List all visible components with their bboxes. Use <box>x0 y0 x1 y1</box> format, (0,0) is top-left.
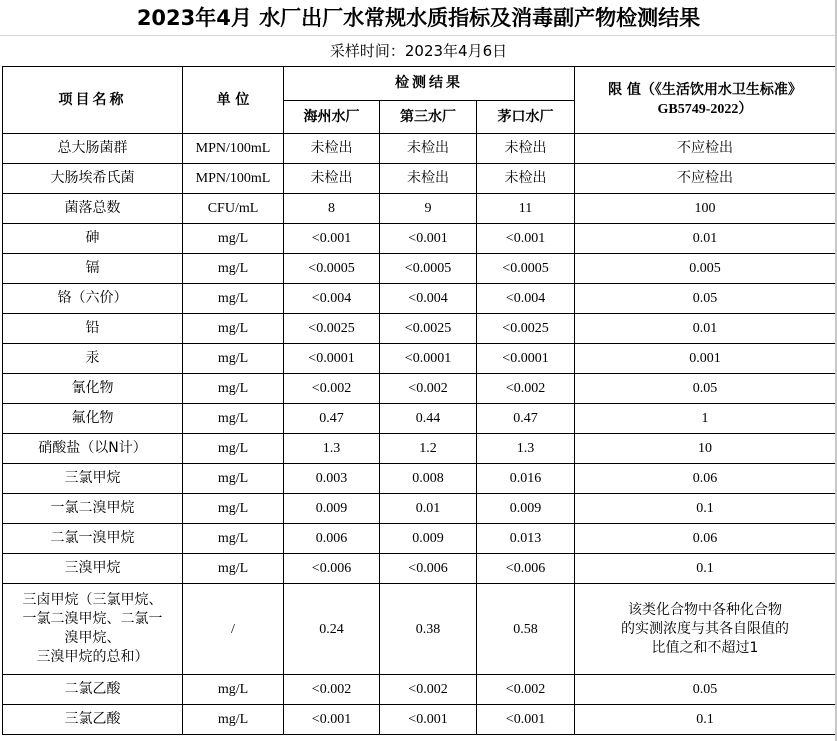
cell-item-name[interactable]: 镉 <box>3 254 183 284</box>
table-row <box>3 464 836 494</box>
header-row <box>3 67 836 101</box>
cell-item-name[interactable]: 铅 <box>3 314 183 344</box>
cell-limit[interactable]: 0.06 <box>575 464 836 494</box>
cell-maokou[interactable]: <0.001 <box>477 705 575 735</box>
cell-haizhou[interactable]: 0.003 <box>284 464 380 494</box>
cell-third[interactable]: <0.001 <box>380 705 477 735</box>
cell-third[interactable]: <0.002 <box>380 675 477 705</box>
table-row <box>3 554 836 584</box>
table-row <box>3 284 836 314</box>
header-unit[interactable]: 单 位 <box>183 67 284 134</box>
cell-third[interactable]: 9 <box>380 194 477 224</box>
cell-item-name[interactable]: 三氯乙酸 <box>3 705 183 735</box>
header-limit[interactable] <box>575 67 836 134</box>
cell-haizhou[interactable]: 1.3 <box>284 434 380 464</box>
cell-limit[interactable]: 0.001 <box>575 344 836 374</box>
table-row <box>3 434 836 464</box>
cell-limit[interactable]: 10 <box>575 434 836 464</box>
cell-unit[interactable]: mg/L <box>183 404 284 434</box>
cell-haizhou[interactable]: 8 <box>284 194 380 224</box>
cell-unit[interactable]: CFU/mL <box>183 194 284 224</box>
cell-unit[interactable]: mg/L <box>183 284 284 314</box>
cell-maokou[interactable]: 未检出 <box>477 164 575 194</box>
cell-haizhou[interactable]: <0.002 <box>284 374 380 404</box>
cell-maokou[interactable]: 0.47 <box>477 404 575 434</box>
header-plant-maokou[interactable]: 茅口水厂 <box>477 101 575 134</box>
table-row <box>3 134 836 164</box>
cell-unit[interactable]: mg/L <box>183 344 284 374</box>
cell-limit[interactable]: 0.06 <box>575 524 836 554</box>
cell-item-name[interactable]: 大肠埃希氏菌 <box>3 164 183 194</box>
cell-maokou[interactable]: <0.006 <box>477 554 575 584</box>
cell-maokou[interactable]: <0.002 <box>477 675 575 705</box>
cell-unit[interactable]: mg/L <box>183 314 284 344</box>
cell-limit[interactable]: 不应检出 <box>575 134 836 164</box>
cell-item-name[interactable]: 总大肠菌群 <box>3 134 183 164</box>
limit-line: 的实测浓度与其各自限值的 <box>621 620 789 637</box>
cell-item-name[interactable]: 砷 <box>3 224 183 254</box>
limit-line: 比值之和不超过1 <box>651 639 759 656</box>
table-row <box>3 374 836 404</box>
cell-unit[interactable]: mg/L <box>183 524 284 554</box>
table-row <box>3 675 836 705</box>
name-line: 三溴甲烷的总和） <box>36 649 149 665</box>
cell-maokou[interactable]: 0.013 <box>477 524 575 554</box>
cell-third[interactable]: 1.2 <box>380 434 477 464</box>
table-row-thm <box>3 584 836 675</box>
cell-maokou[interactable]: 0.58 <box>477 584 575 675</box>
cell-unit[interactable]: mg/L <box>183 554 284 584</box>
name-line: 溴甲烷、 <box>64 630 121 646</box>
cell-haizhou[interactable]: 0.24 <box>284 584 380 675</box>
cell-limit[interactable]: 不应检出 <box>575 164 836 194</box>
table-row <box>3 164 836 194</box>
cell-limit[interactable]: 1 <box>575 404 836 434</box>
cell-third[interactable]: 0.009 <box>380 524 477 554</box>
cell-haizhou[interactable]: 未检出 <box>284 134 380 164</box>
cell-haizhou[interactable]: <0.0025 <box>284 314 380 344</box>
cell-haizhou[interactable]: 0.009 <box>284 494 380 524</box>
table-row <box>3 224 836 254</box>
cell-haizhou[interactable]: <0.004 <box>284 284 380 314</box>
cell-third[interactable]: 0.008 <box>380 464 477 494</box>
cell-haizhou[interactable]: 0.006 <box>284 524 380 554</box>
header-item[interactable]: 项目名称 <box>3 67 183 134</box>
cell-third[interactable]: 未检出 <box>380 134 477 164</box>
cell-item-name[interactable]: 菌落总数 <box>3 194 183 224</box>
cell-unit[interactable]: mg/L <box>183 464 284 494</box>
results-table <box>2 66 836 735</box>
header-plant-third[interactable]: 第三水厂 <box>380 101 477 134</box>
cell-limit[interactable]: 0.05 <box>575 284 836 314</box>
cell-maokou[interactable]: <0.0005 <box>477 254 575 284</box>
cell-item-name[interactable] <box>3 584 183 675</box>
table-row <box>3 494 836 524</box>
cell-third[interactable]: <0.006 <box>380 554 477 584</box>
cell-third[interactable]: 0.38 <box>380 584 477 675</box>
cell-third[interactable]: <0.002 <box>380 374 477 404</box>
cell-haizhou[interactable]: <0.002 <box>284 675 380 705</box>
cell-limit[interactable]: 100 <box>575 194 836 224</box>
table-row <box>3 314 836 344</box>
header-plant-haizhou[interactable]: 海州水厂 <box>284 101 380 134</box>
cell-unit[interactable]: mg/L <box>183 254 284 284</box>
cell-unit[interactable]: mg/L <box>183 494 284 524</box>
cell-third[interactable]: 未检出 <box>380 164 477 194</box>
table-row <box>3 524 836 554</box>
header-result[interactable]: 检测结果 <box>284 67 575 101</box>
header-limit-line1: 限 值（《生活饮用水卫生标准》 <box>608 82 802 98</box>
cell-item-name[interactable]: 氟化物 <box>3 404 183 434</box>
cell-item-name[interactable]: 三氯甲烷 <box>3 464 183 494</box>
header-limit-line2: GB5749-2022） <box>657 102 753 117</box>
cell-item-name[interactable]: 硝酸盐（以N计） <box>3 434 183 464</box>
cell-third[interactable]: <0.0025 <box>380 314 477 344</box>
cell-unit[interactable]: mg/L <box>183 675 284 705</box>
cell-haizhou[interactable]: <0.006 <box>284 554 380 584</box>
cell-item-name[interactable]: 氰化物 <box>3 374 183 404</box>
cell-haizhou[interactable]: <0.0005 <box>284 254 380 284</box>
cell-maokou[interactable]: <0.002 <box>477 374 575 404</box>
table-row <box>3 254 836 284</box>
cell-item-name[interactable]: 三溴甲烷 <box>3 554 183 584</box>
table-row <box>3 344 836 374</box>
cell-item-name[interactable]: 铬（六价） <box>3 284 183 314</box>
cell-unit[interactable]: / <box>183 584 284 675</box>
cell-unit[interactable]: mg/L <box>183 374 284 404</box>
table-row <box>3 194 836 224</box>
cell-maokou[interactable]: 11 <box>477 194 575 224</box>
cell-haizhou[interactable]: <0.0001 <box>284 344 380 374</box>
cell-haizhou[interactable]: <0.001 <box>284 705 380 735</box>
cell-item-name[interactable]: 二氯一溴甲烷 <box>3 524 183 554</box>
cell-maokou[interactable]: 未检出 <box>477 134 575 164</box>
cell-maokou[interactable]: 1.3 <box>477 434 575 464</box>
cell-limit[interactable]: 0.05 <box>575 374 836 404</box>
name-line: 一氯二溴甲烷、二氯一 <box>22 611 163 627</box>
cell-third[interactable]: 0.01 <box>380 494 477 524</box>
cell-limit[interactable]: 0.1 <box>575 494 836 524</box>
limit-line: 该类化合物中各种化合物 <box>628 601 782 618</box>
cell-limit[interactable]: 0.005 <box>575 254 836 284</box>
cell-limit[interactable]: 0.05 <box>575 675 836 705</box>
cell-haizhou[interactable]: <0.001 <box>284 224 380 254</box>
cell-unit[interactable]: mg/L <box>183 224 284 254</box>
cell-maokou[interactable]: <0.001 <box>477 224 575 254</box>
cell-item-name[interactable]: 一氯二溴甲烷 <box>3 494 183 524</box>
cell-item-name[interactable]: 二氯乙酸 <box>3 675 183 705</box>
cell-limit[interactable]: 0.01 <box>575 224 836 254</box>
cell-limit[interactable] <box>575 584 836 675</box>
cell-unit[interactable]: MPN/100mL <box>183 134 284 164</box>
cell-maokou[interactable]: 0.009 <box>477 494 575 524</box>
cell-third[interactable]: <0.0005 <box>380 254 477 284</box>
cell-third[interactable]: <0.001 <box>380 224 477 254</box>
cell-unit[interactable]: mg/L <box>183 434 284 464</box>
cell-haizhou[interactable]: 0.47 <box>284 404 380 434</box>
cell-limit[interactable]: 0.1 <box>575 554 836 584</box>
cell-third[interactable]: <0.0001 <box>380 344 477 374</box>
cell-item-name[interactable]: 汞 <box>3 344 183 374</box>
cell-maokou[interactable]: <0.004 <box>477 284 575 314</box>
cell-maokou[interactable]: <0.0025 <box>477 314 575 344</box>
table-row <box>3 705 836 735</box>
cell-maokou[interactable]: <0.0001 <box>477 344 575 374</box>
cell-maokou[interactable]: 0.016 <box>477 464 575 494</box>
cell-unit[interactable]: mg/L <box>183 705 284 735</box>
cell-limit[interactable]: 0.01 <box>575 314 836 344</box>
cell-haizhou[interactable]: 未检出 <box>284 164 380 194</box>
cell-unit[interactable]: MPN/100mL <box>183 164 284 194</box>
table-row <box>3 404 836 434</box>
cell-third[interactable]: 0.44 <box>380 404 477 434</box>
name-line: 三卤甲烷（三氯甲烷、 <box>22 592 163 608</box>
cell-limit[interactable]: 0.1 <box>575 705 836 735</box>
sampling-time: 采样时间：2023年4月6日 <box>329 42 508 60</box>
cell-third[interactable]: <0.004 <box>380 284 477 314</box>
page-title: 2023年4月 水厂出厂水常规水质指标及消毒副产物检测结果 <box>136 6 701 30</box>
